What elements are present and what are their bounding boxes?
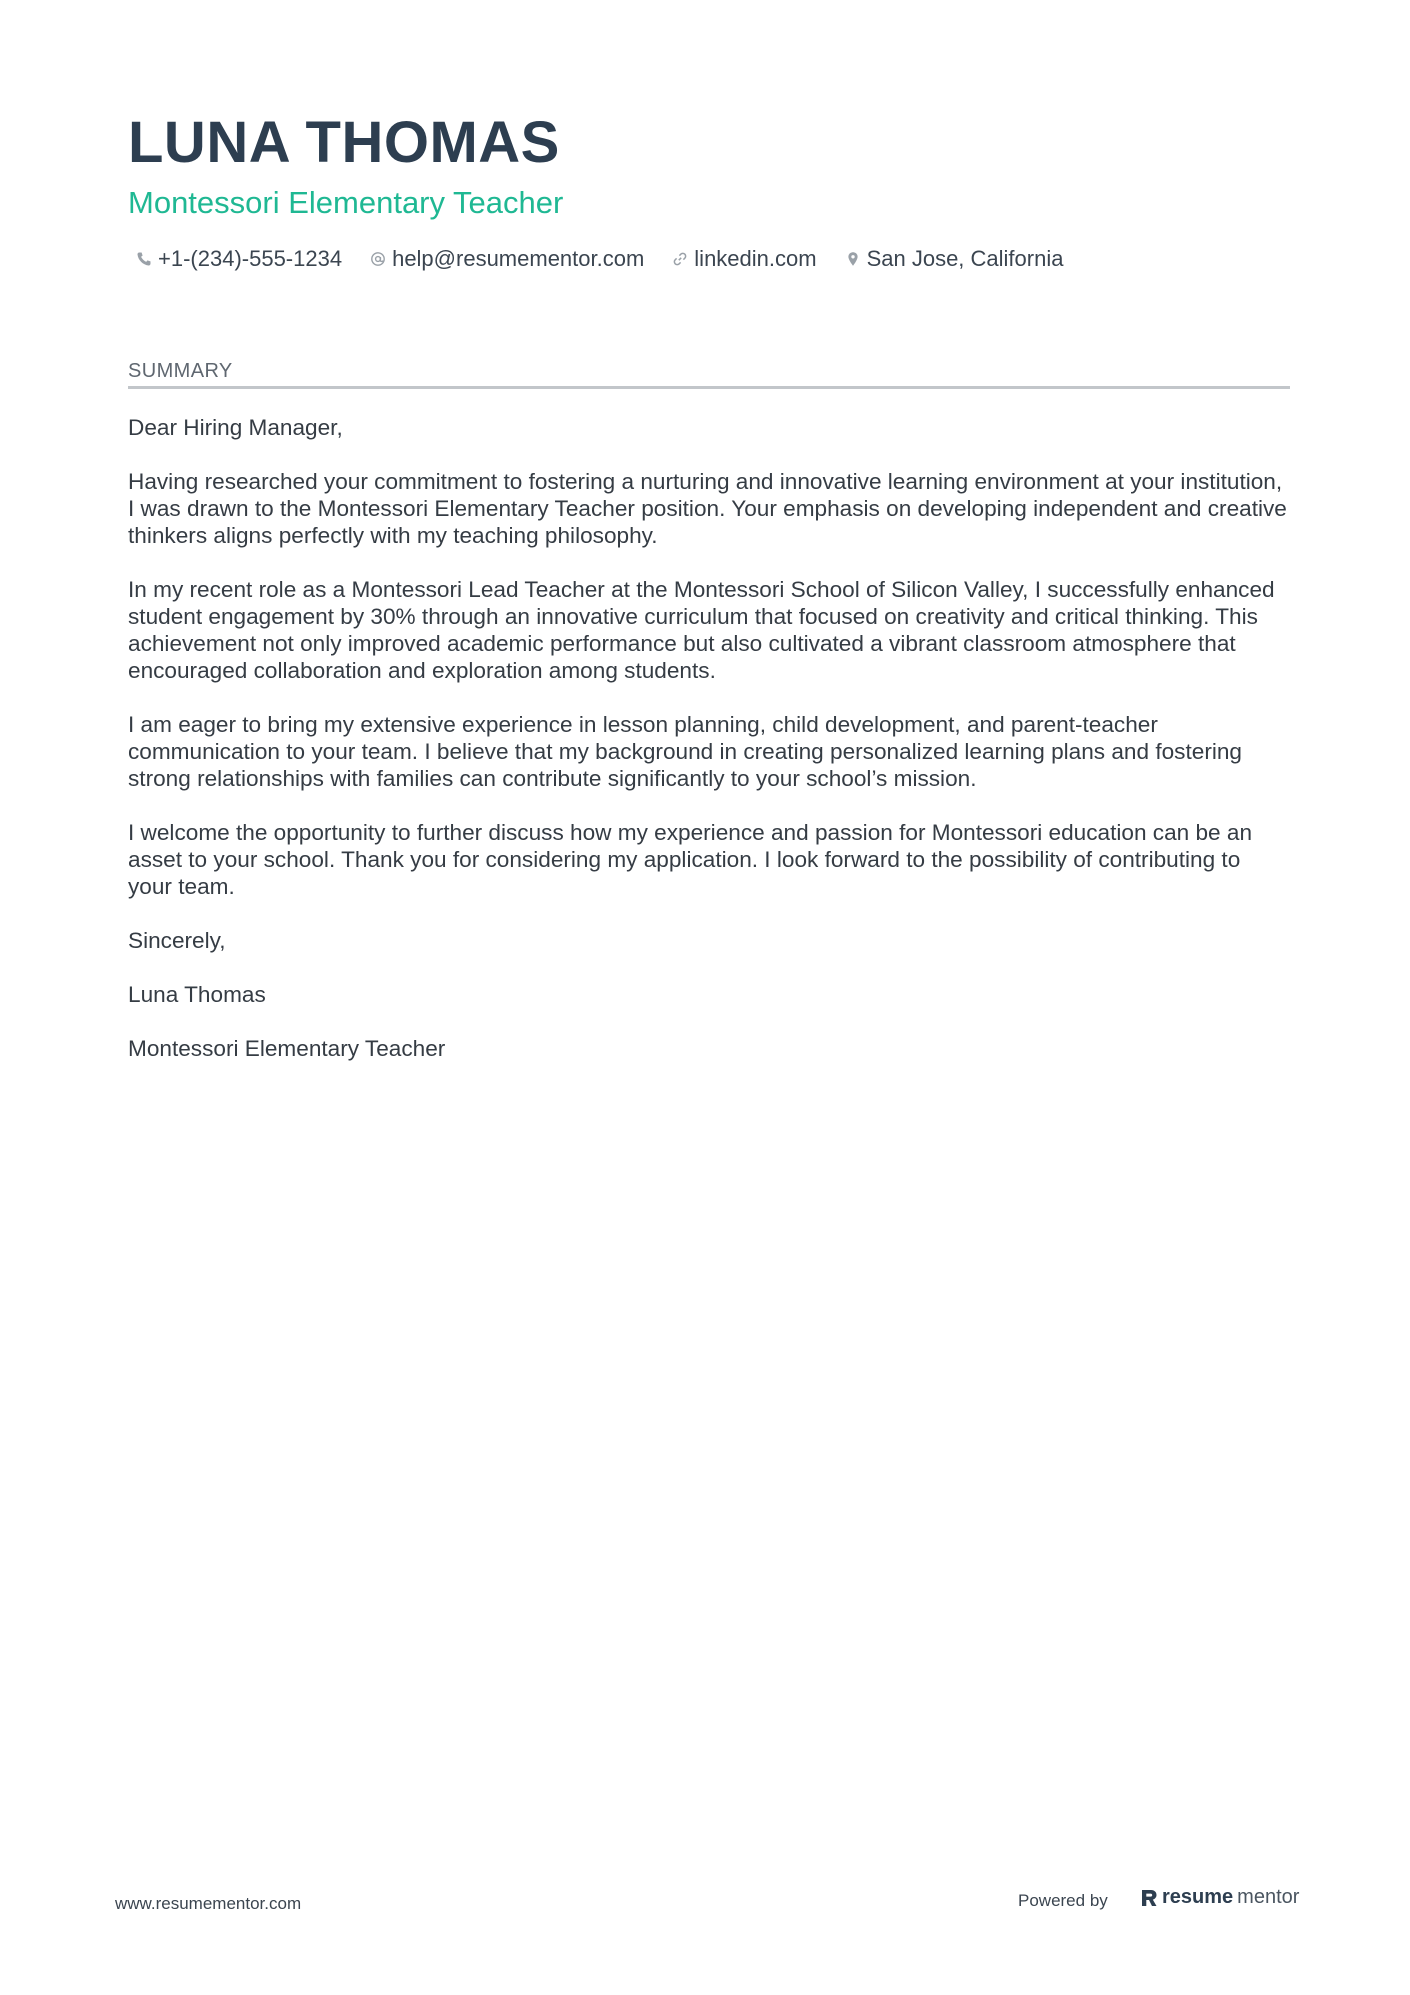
contact-email-text: help@resumementor.com: [392, 246, 645, 271]
letter-greeting: Dear Hiring Manager,: [128, 415, 343, 440]
letter-paragraph: In my recent role as a Montessori Lead Teacher at the Montessori School of Silicon Valley, I successfully enhanced student engagement by 30% through an innovative curriculum that focused on creativity and critical thinking. This achievement not only improved academic performance but also cultivated a vibrant classroom atmosphere that encouraged collaboration and exploration among students.: [128, 577, 1275, 683]
section-divider: [128, 386, 1290, 389]
brand-bold-text: resume: [1162, 1886, 1234, 1908]
contact-location-text: San Jose, California: [866, 246, 1064, 271]
contact-phone: [136, 246, 342, 272]
footer-website-link[interactable]: www.resumementor.com: [115, 1894, 302, 1913]
section-title: SUMMARY: [128, 360, 233, 382]
contact-location: [845, 246, 1064, 272]
powered-by-label: Powered by: [1018, 1891, 1108, 1910]
location-pin-icon: [845, 251, 861, 267]
letter-body: [128, 414, 1290, 1089]
letter-closing: Sincerely,: [128, 928, 226, 953]
contact-email[interactable]: [370, 246, 644, 272]
brand-light-text: mentor: [1237, 1886, 1300, 1908]
letter-paragraph: Having researched your commitment to fostering a nurturing and innovative learning environment at your institution, I was drawn to the Montessori Elementary Teacher position. Your emphasis on developing independent and creative thinkers aligns perfectly with my teaching philosophy.: [128, 469, 1287, 548]
contact-link-text: linkedin.com: [694, 246, 817, 271]
letter-paragraph: I am eager to bring my extensive experience in lesson planning, child development, and parent-teacher communication to your team. I believe that my background in creating personalized learning plans and fostering strong relationships with families can contribute significantly to your school’s mission.: [128, 712, 1242, 791]
candidate-name: LUNA THOMAS: [128, 110, 560, 175]
at-icon: [370, 251, 386, 267]
link-icon: [672, 251, 688, 267]
letter-paragraph: I welcome the opportunity to further discuss how my experience and passion for Montessori education can be an asset to your school. Thank you for considering my application. I look forward to the possibility of contributing to your team.: [128, 820, 1253, 899]
candidate-role: Montessori Elementary Teacher: [128, 185, 564, 220]
resumementor-logo-icon: [1140, 1888, 1158, 1908]
signature-name: Luna Thomas: [128, 982, 266, 1007]
signature-title: Montessori Elementary Teacher: [128, 1036, 446, 1061]
resumementor-logo[interactable]: [1140, 1886, 1299, 1909]
phone-icon: [136, 251, 152, 267]
contact-bar: [136, 246, 1063, 272]
contact-link[interactable]: [672, 246, 816, 272]
contact-phone-text: +1-(234)-555-1234: [158, 246, 343, 271]
